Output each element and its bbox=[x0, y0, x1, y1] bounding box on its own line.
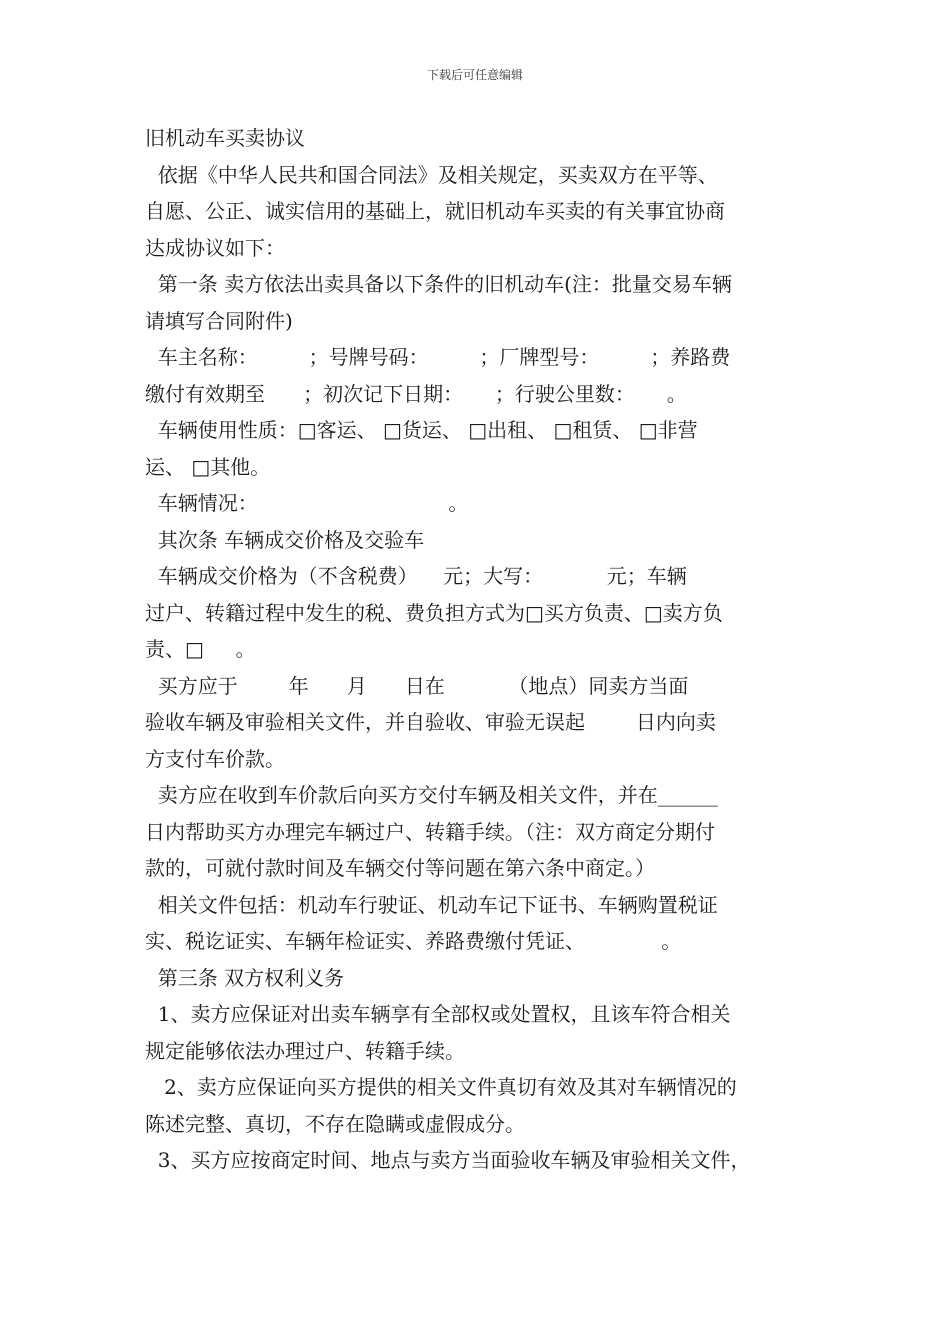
article-1-heading: 第一条 卖方依法出卖具备以下条件的旧机动车(注：批量交易车辆 bbox=[145, 272, 732, 296]
vehicle-usage-line: 车辆使用性质：□客运、 □货运、 □出租、 □租赁、 □非营 bbox=[145, 418, 698, 442]
text-line: 款的，可就付款时间及车辆交付等问题在第六条中商定。） bbox=[145, 856, 655, 880]
text-line: 1、卖方应保证对出卖车辆享有全部权或处置权，且该车符合相关 bbox=[145, 1002, 731, 1026]
text-line: 过户、转籍过程中发生的税、费负担方式为□买方负责、□卖方负 bbox=[145, 600, 723, 625]
text-line: 自愿、公正、诚实信用的基础上，就旧机动车买卖的有关事宜协商 bbox=[145, 199, 725, 223]
text-line: 规定能够依法办理过户、转籍手续。 bbox=[145, 1038, 465, 1063]
text-line: 相关文件包括：机动车行驶证、机动车记下证书、车辆购置税证 bbox=[145, 892, 718, 917]
text-line: 方支付车价款。 bbox=[145, 746, 285, 771]
text-line: 运、 □其他。 bbox=[145, 454, 271, 479]
text-line: 请填写合同附件) bbox=[145, 308, 293, 333]
text-line: 2、卖方应保证向买方提供的相关文件真切有效及其对车辆情况的 bbox=[145, 1075, 737, 1099]
text-line: 依据《中华人民共和国合同法》及相关规定，买卖双方在平等、 bbox=[145, 162, 718, 187]
text-line: 缴付有效期至 ；初次记下日期： ；行驶公里数： 。 bbox=[145, 381, 687, 406]
document-title: 旧机动车买卖协议 bbox=[145, 126, 305, 150]
text-line: 卖方应在收到车价款后向买方交付车辆及相关文件，并在______ bbox=[145, 783, 718, 807]
article-2-heading: 其次条 车辆成交价格及交验车 bbox=[145, 527, 425, 552]
text-line: 达成协议如下： bbox=[145, 235, 285, 260]
text-line: 车辆情况： 。 bbox=[145, 491, 469, 515]
text-line: 3、买方应按商定时间、地点与卖方当面验收车辆及审验相关文件， bbox=[145, 1148, 751, 1172]
text-line: 买方应于 年 月 日在 （地点）同卖方当面 bbox=[145, 673, 689, 698]
text-line: 验收车辆及审验相关文件，并自验收、审验无误起 日内向卖 bbox=[145, 710, 716, 734]
text-line: 责、□ 。 bbox=[145, 637, 256, 661]
page-header-note: 下载后可任意编辑 bbox=[426, 68, 523, 82]
text-line: 日内帮助买方办理完车辆过户、转籍手续。（注：双方商定分期付 bbox=[145, 819, 715, 844]
article-3-heading: 第三条 双方权利义务 bbox=[145, 965, 345, 990]
text-line: 陈述完整、真切，不存在隐瞒或虚假成分。 bbox=[145, 1111, 525, 1136]
text-line: 车辆成交价格为（不含税费） 元；大写： 元；车辆 bbox=[145, 564, 687, 588]
document-body bbox=[145, 120, 815, 1179]
text-line: 实、税讫证实、车辆年检证实、养路费缴付凭证、 。 bbox=[145, 929, 682, 953]
text-line: 车主名称： ；号牌号码： ；厂牌型号： ；养路费 bbox=[145, 345, 731, 369]
